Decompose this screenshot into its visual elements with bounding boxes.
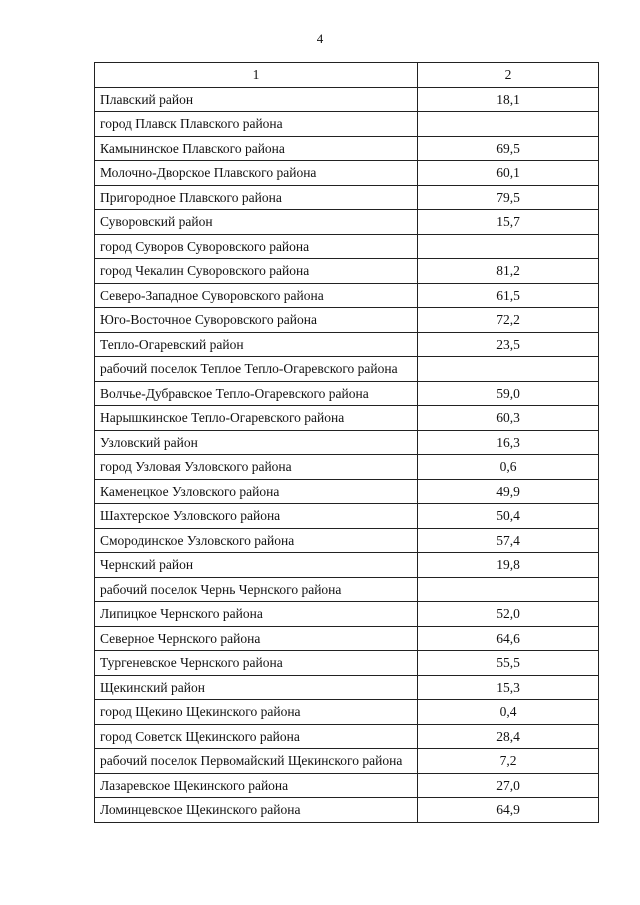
row-name-cell: город Узловая Узловского района bbox=[95, 455, 418, 480]
row-value-cell bbox=[418, 577, 599, 602]
table-row bbox=[95, 332, 599, 357]
row-name-cell: Щекинский район bbox=[95, 675, 418, 700]
table-row bbox=[95, 259, 599, 284]
row-name-cell: город Чекалин Суворовского района bbox=[95, 259, 418, 284]
table-row bbox=[95, 749, 599, 774]
table-row bbox=[95, 357, 599, 382]
table-row bbox=[95, 308, 599, 333]
row-value-cell: 59,0 bbox=[418, 381, 599, 406]
page-number: 4 bbox=[316, 31, 324, 46]
row-value-cell: 50,4 bbox=[418, 504, 599, 529]
column-header-2: 2 bbox=[418, 63, 599, 88]
row-value-cell bbox=[418, 357, 599, 382]
row-value-cell: 64,9 bbox=[418, 798, 599, 823]
row-name-cell: Шахтерское Узловского района bbox=[95, 504, 418, 529]
row-value-cell: 61,5 bbox=[418, 283, 599, 308]
row-value-cell: 57,4 bbox=[418, 528, 599, 553]
row-value-cell: 0,4 bbox=[418, 700, 599, 725]
row-value-cell: 7,2 bbox=[418, 749, 599, 774]
row-name-cell: Суворовский район bbox=[95, 210, 418, 235]
row-name-cell: Смородинское Узловского района bbox=[95, 528, 418, 553]
table-row bbox=[95, 700, 599, 725]
row-name-cell: город Щекино Щекинского района bbox=[95, 700, 418, 725]
table-row bbox=[95, 626, 599, 651]
row-name-cell: Северо-Западное Суворовского района bbox=[95, 283, 418, 308]
table-row bbox=[95, 675, 599, 700]
row-name-cell: Пригородное Плавского района bbox=[95, 185, 418, 210]
row-value-cell: 0,6 bbox=[418, 455, 599, 480]
row-value-cell: 16,3 bbox=[418, 430, 599, 455]
row-value-cell bbox=[418, 234, 599, 259]
row-name-cell: город Плавск Плавского района bbox=[95, 112, 418, 137]
table-header-row bbox=[95, 63, 599, 88]
row-name-cell: Тургеневское Чернского района bbox=[95, 651, 418, 676]
table-row bbox=[95, 87, 599, 112]
table-row bbox=[95, 112, 599, 137]
row-name-cell: Каменецкое Узловского района bbox=[95, 479, 418, 504]
row-name-cell: Волчье-Дубравское Тепло-Огаревского района bbox=[95, 381, 418, 406]
row-name-cell: город Советск Щекинского района bbox=[95, 724, 418, 749]
row-name-cell: рабочий поселок Первомайский Щекинского района bbox=[95, 749, 418, 774]
table-row bbox=[95, 577, 599, 602]
row-value-cell: 23,5 bbox=[418, 332, 599, 357]
table-row bbox=[95, 528, 599, 553]
row-name-cell: Юго-Восточное Суворовского района bbox=[95, 308, 418, 333]
row-value-cell: 69,5 bbox=[418, 136, 599, 161]
row-value-cell bbox=[418, 112, 599, 137]
table-row bbox=[95, 553, 599, 578]
table-row bbox=[95, 381, 599, 406]
table-body bbox=[95, 87, 599, 822]
row-value-cell: 52,0 bbox=[418, 602, 599, 627]
table-row bbox=[95, 136, 599, 161]
row-name-cell: город Суворов Суворовского района bbox=[95, 234, 418, 259]
row-name-cell: Чернский район bbox=[95, 553, 418, 578]
row-name-cell: Узловский район bbox=[95, 430, 418, 455]
row-value-cell: 64,6 bbox=[418, 626, 599, 651]
table-row bbox=[95, 602, 599, 627]
table-row bbox=[95, 185, 599, 210]
row-value-cell: 19,8 bbox=[418, 553, 599, 578]
table-row bbox=[95, 479, 599, 504]
table-row bbox=[95, 504, 599, 529]
row-value-cell: 60,3 bbox=[418, 406, 599, 431]
column-header-1: 1 bbox=[95, 63, 418, 88]
row-value-cell: 72,2 bbox=[418, 308, 599, 333]
row-value-cell: 81,2 bbox=[418, 259, 599, 284]
row-name-cell: Камынинское Плавского района bbox=[95, 136, 418, 161]
table-row bbox=[95, 406, 599, 431]
row-name-cell: Лазаревское Щекинского района bbox=[95, 773, 418, 798]
table-row bbox=[95, 283, 599, 308]
row-name-cell: Тепло-Огаревский район bbox=[95, 332, 418, 357]
table-row bbox=[95, 430, 599, 455]
table-row bbox=[95, 161, 599, 186]
row-name-cell: рабочий поселок Чернь Чернского района bbox=[95, 577, 418, 602]
data-table bbox=[94, 62, 599, 823]
row-value-cell: 60,1 bbox=[418, 161, 599, 186]
row-value-cell: 27,0 bbox=[418, 773, 599, 798]
row-value-cell: 55,5 bbox=[418, 651, 599, 676]
row-name-cell: Липицкое Чернского района bbox=[95, 602, 418, 627]
row-name-cell: Нарышкинское Тепло-Огаревского района bbox=[95, 406, 418, 431]
table-row bbox=[95, 798, 599, 823]
table-row bbox=[95, 234, 599, 259]
row-name-cell: рабочий поселок Теплое Тепло-Огаревского района bbox=[95, 357, 418, 382]
row-value-cell: 28,4 bbox=[418, 724, 599, 749]
row-name-cell: Молочно-Дворское Плавского района bbox=[95, 161, 418, 186]
row-value-cell: 15,7 bbox=[418, 210, 599, 235]
table-row bbox=[95, 724, 599, 749]
table-row bbox=[95, 651, 599, 676]
row-value-cell: 18,1 bbox=[418, 87, 599, 112]
row-name-cell: Плавский район bbox=[95, 87, 418, 112]
table-row bbox=[95, 773, 599, 798]
row-value-cell: 15,3 bbox=[418, 675, 599, 700]
row-name-cell: Северное Чернского района bbox=[95, 626, 418, 651]
row-value-cell: 49,9 bbox=[418, 479, 599, 504]
row-value-cell: 79,5 bbox=[418, 185, 599, 210]
table-row bbox=[95, 455, 599, 480]
table-row bbox=[95, 210, 599, 235]
row-name-cell: Ломинцевское Щекинского района bbox=[95, 798, 418, 823]
